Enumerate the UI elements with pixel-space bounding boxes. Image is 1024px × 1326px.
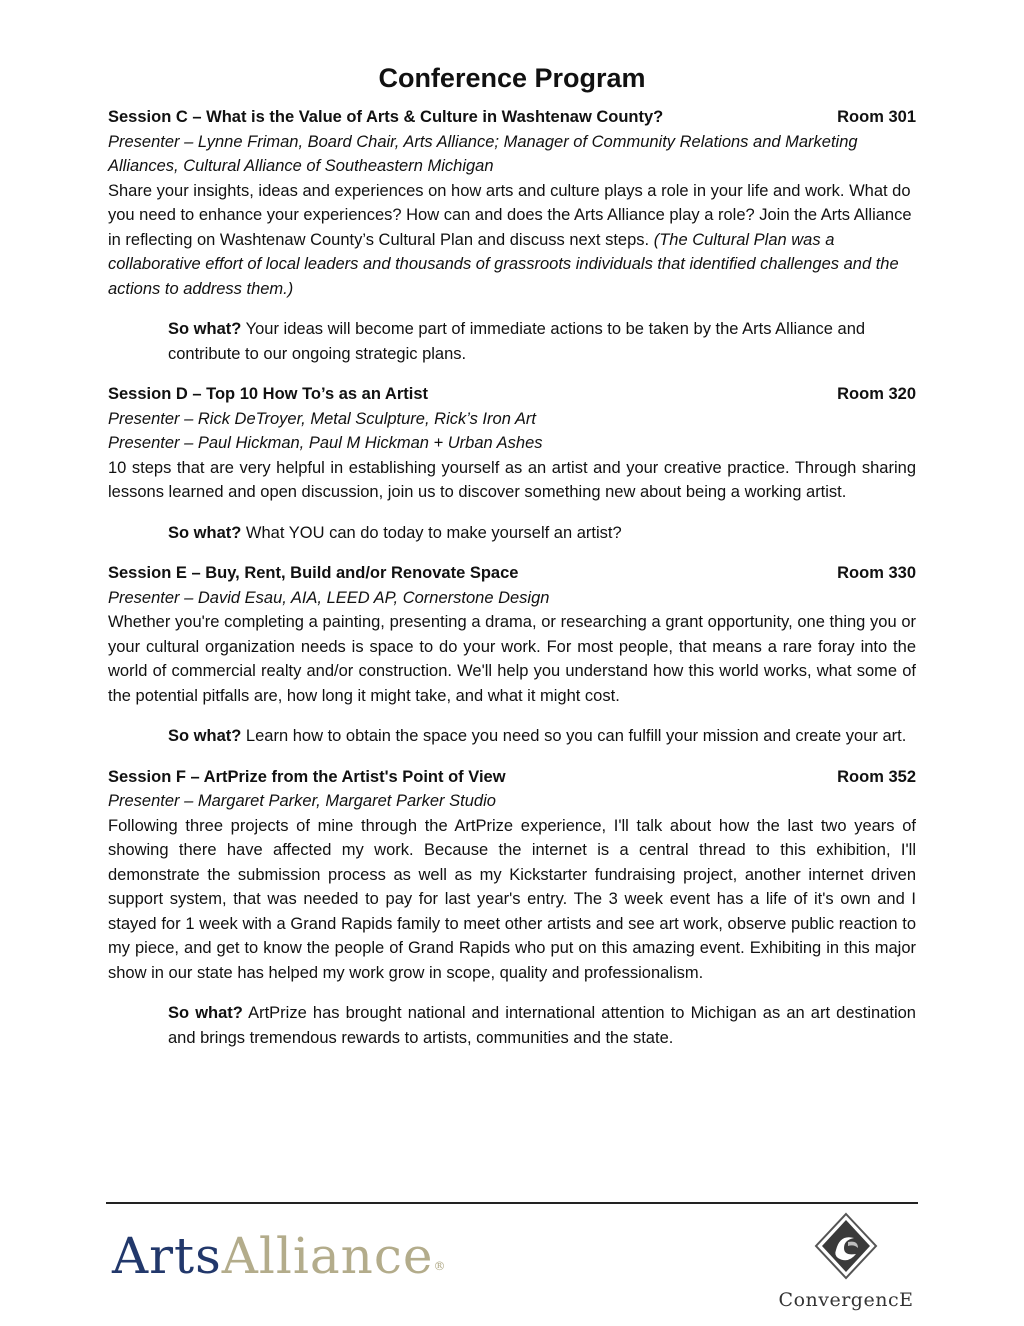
- so-what: [168, 1001, 916, 1050]
- session-title: Session E – Buy, Rent, Build and/or Renovate Space: [108, 564, 519, 582]
- session-e: [108, 561, 916, 749]
- so-what: [168, 521, 916, 546]
- logo-arts-text: Arts: [112, 1227, 222, 1285]
- so-what-text: Learn how to obtain the space you need so you can fulfill your mission and create your art.: [241, 727, 907, 745]
- footer-divider: [106, 1202, 918, 1204]
- document-page: [108, 60, 916, 1066]
- session-presenter: Presenter – Margaret Parker, Margaret Parker Studio: [108, 792, 496, 810]
- session-presenter: Presenter – Paul Hickman, Paul M Hickman + Urban Ashes: [108, 434, 543, 452]
- so-what-text: What YOU can do today to make yourself an artist?: [241, 523, 622, 542]
- session-presenter: Presenter – Lynne Friman, Board Chair, Arts Alliance; Manager of Community Relations and Marketing Alliances, Cultural Alliance of Southeastern Michigan: [108, 132, 858, 175]
- session-presenter: Presenter – Rick DeTroyer, Metal Sculpture, Rick’s Iron Art: [108, 409, 536, 428]
- convergence-logo-text: ConvergencE: [778, 1289, 914, 1311]
- so-what-text: ArtPrize has brought national and international attention to Michigan as an art destination and brings tremendous rewards to artists, communities and the state.: [168, 1004, 916, 1047]
- so-what-label: So what?: [168, 523, 242, 542]
- registered-mark: ®: [433, 1259, 447, 1273]
- arts-alliance-logo: [112, 1226, 446, 1286]
- session-room: Room 320: [837, 385, 916, 403]
- convergence-logo: [776, 1212, 916, 1311]
- so-what-label: So what?: [168, 727, 242, 745]
- session-header: [108, 765, 916, 790]
- session-title: Session D – Top 10 How To’s as an Artist: [108, 385, 428, 403]
- session-c: [108, 105, 916, 366]
- page-title: Conference Program: [378, 63, 646, 93]
- session-description: Following three projects of mine through the ArtPrize experience, I'll talk about how the last two years of showing there have affected my work. Because the internet is a central thread to this exhibition, I'll demonstrate the submission process as well as my Kickstarter fundraising project, another internet driven support system, that was needed to pay for last year's entry. The 3 week event has a life of it's own and I stayed for 1 week with a Grand Rapids family to meet other artists and see art work, observe public reaction to my piece, and get to know the people of Grand Rapids who put on this amazing event. Exhibiting in this major show in our state has helped my work grow in scope, quality and professionalism.: [108, 816, 916, 982]
- session-f: [108, 765, 916, 1051]
- so-what-label: So what?: [168, 1004, 243, 1022]
- session-header: [108, 382, 916, 407]
- so-what-text: Your ideas will become part of immediate actions to be taken by the Arts Alliance and contribute to our ongoing strategic plans.: [168, 320, 866, 363]
- so-what: [168, 317, 916, 366]
- logo-alliance-text: Alliance: [221, 1227, 434, 1285]
- session-d: [108, 382, 916, 545]
- session-description: 10 steps that are very helpful in establishing yourself as an artist and your creative practice. Through sharing lessons learned and open discussion, join us to discover something new about being a working artist.: [108, 458, 916, 501]
- session-room: Room 301: [837, 108, 916, 126]
- session-title: Session F – ArtPrize from the Artist's Point of View: [108, 767, 506, 786]
- so-what: [168, 724, 916, 749]
- session-description: Whether you're completing a painting, presenting a drama, or researching a grant opportunity, one thing you or your cultural organization needs is space to do your work. For most people, that means a rare foray into the world of commercial realty and/or construction. We'll help you understand how this world works, what some of the potential pitfalls are, how long it might take, and what it might cost.: [108, 613, 916, 705]
- session-room: Room 330: [837, 564, 916, 582]
- session-title: Session C – What is the Value of Arts & Culture in Washtenaw County?: [108, 108, 664, 126]
- session-header: [108, 105, 916, 130]
- description-text: Share your insights, ideas and experiences on how arts and culture plays a role in your life and work. What do you need to enhance your experiences? How can and does the Arts Alliance play a role? Join the Arts Alliance in reflecting on Washtenaw County’s Cultural Plan and discuss next steps.: [108, 181, 912, 249]
- session-header: [108, 561, 916, 586]
- so-what-label: So what?: [168, 320, 242, 338]
- session-room: Room 352: [837, 767, 916, 786]
- session-description: [108, 179, 916, 302]
- convergence-diamond-icon: [814, 1212, 878, 1282]
- session-presenter: Presenter – David Esau, AIA, LEED AP, Cornerstone Design: [108, 588, 550, 607]
- description-note: (The Cultural Plan was a collaborative effort of local leaders and thousands of grassroots individuals that identified challenges and the actions to address them.): [108, 230, 899, 298]
